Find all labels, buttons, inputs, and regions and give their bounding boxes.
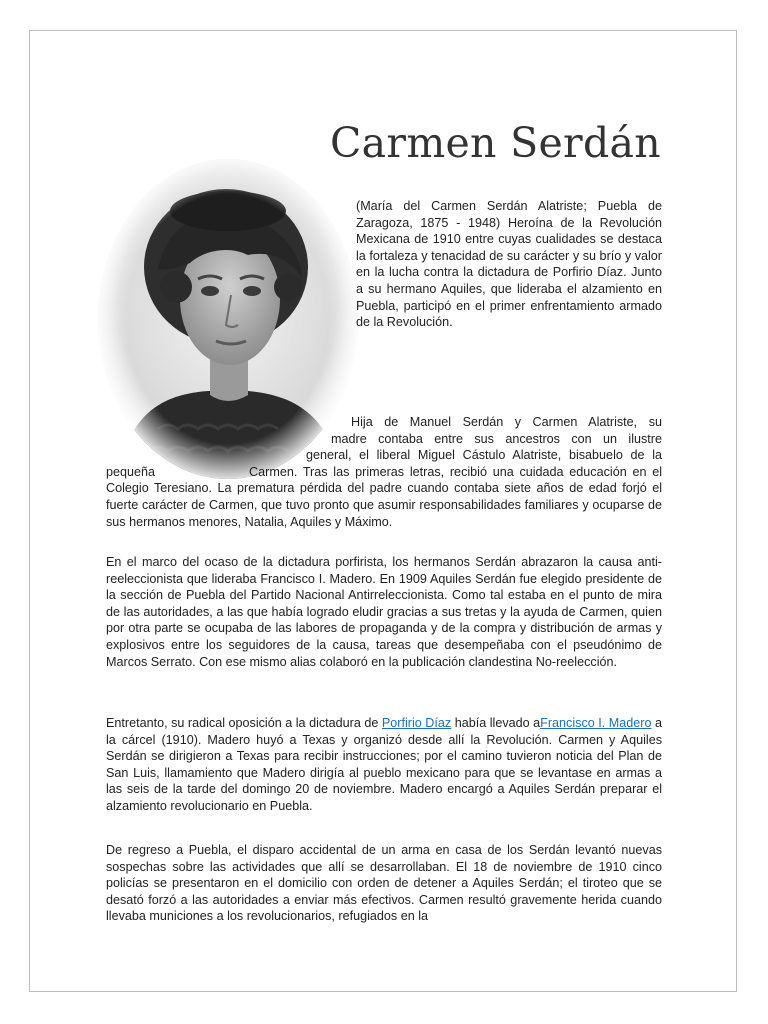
paragraph-line: Hija de Manuel Serdán y Carmen Alatriste, su [351, 415, 662, 429]
paragraph-puebla: De regreso a Puebla, el disparo accidental de un arma en casa de los Serdán levantó nuevas sospechas sobre las actividades que allí se desarrollaban. El 18 de noviembre de 1910 cinco policías se presentaron en el domicilio con orden de detener a Aquiles Serdán; el tiroteo que se desató forzó a las autoridades a enviar más efectivos. Carmen resultó gravemente herida cuando llevaba municiones a los revolucionarios, refugiados en la [106, 843, 662, 924]
paragraph-text: Entretanto, su radical oposición a la dictadura de [106, 716, 382, 730]
paragraph-text: a la cárcel (1910). Madero huyó a Texas y organizó desde allí la Revolución. Carmen y Aquiles Serdán se dirigieron a Texas para recibir instrucciones; por el camino tuvieron noticia del Plan de San Luis, llamamiento que Madero dirigía al pueblo mexicano para que se levantase en armas a las seis de la tarde del domingo 20 de noviembre. Madero encargó a Aquiles Serdán preparar el alzamiento revolucionario en Puebla. [106, 716, 662, 813]
paragraph-line: madre contaba entre sus ancestros con un ilustre [331, 431, 662, 446]
link-francisco-madero[interactable]: Francisco I. Madero [540, 716, 652, 730]
paragraph-text: Carmen. Tras las primeras letras, recibió una cuidada educación en el Colegio Teresiano. La prematura pérdida del padre cuando contaba siete años de edad forjó el fuerte carácter de Carmen, que tuvo pronto que asumir responsabilidades familiares y ocuparse de sus hermanos menores, Natalia, Aquiles y Máximo. [106, 464, 662, 529]
paragraph-madero [106, 715, 662, 815]
paragraph-family [106, 414, 662, 530]
intro-paragraph: (María del Carmen Serdán Alatriste; Puebla de Zaragoza, 1875 - 1948) Heroína de la Revolución Mexicana de 1910 entre cuyas cualidades se destaca la fortaleza y tenacidad de su carácter y su brío y valor en la lucha contra la dictadura de Porfirio Díaz. Junto a su hermano Aquiles, que lideraba el alzamiento en Puebla, participó en el primer enfrentamiento armado de la Revolución. [356, 199, 662, 330]
paragraph-line: general, el liberal Miguel Cástulo Alatriste, bisabuelo de la [306, 448, 662, 463]
page-title: Carmen Serdán [330, 119, 661, 167]
link-porfirio-diaz[interactable]: Porfirio Díaz [381, 716, 452, 730]
paragraph-text: había llevado a [451, 716, 541, 730]
paragraph-antireeleccion: En el marco del ocaso de la dictadura porfirista, los hermanos Serdán abrazaron la causa anti-reeleccionista que lideraba Francisco I. Madero. En 1909 Aquiles Serdán fue elegido presidente de la sección de Puebla del Partido Nacional Antirreleccionista. Como tal estaba en el punto de mira de las autoridades, a las que había logrado eludir gracias a sus tretas y la ayuda de Carmen, quien por otra parte se ocupaba de las labores de propaganda y de la compra y distribución de armas y explosivos entre los seguidores de la causa, tareas que desempeñaba con el pseudónimo de Marcos Serrato. Con ese mismo alias colaboró en la publicación clandestina No-reelección. [106, 555, 662, 669]
document-page [29, 30, 737, 992]
paragraph-lead-word: pequeña [106, 464, 156, 479]
